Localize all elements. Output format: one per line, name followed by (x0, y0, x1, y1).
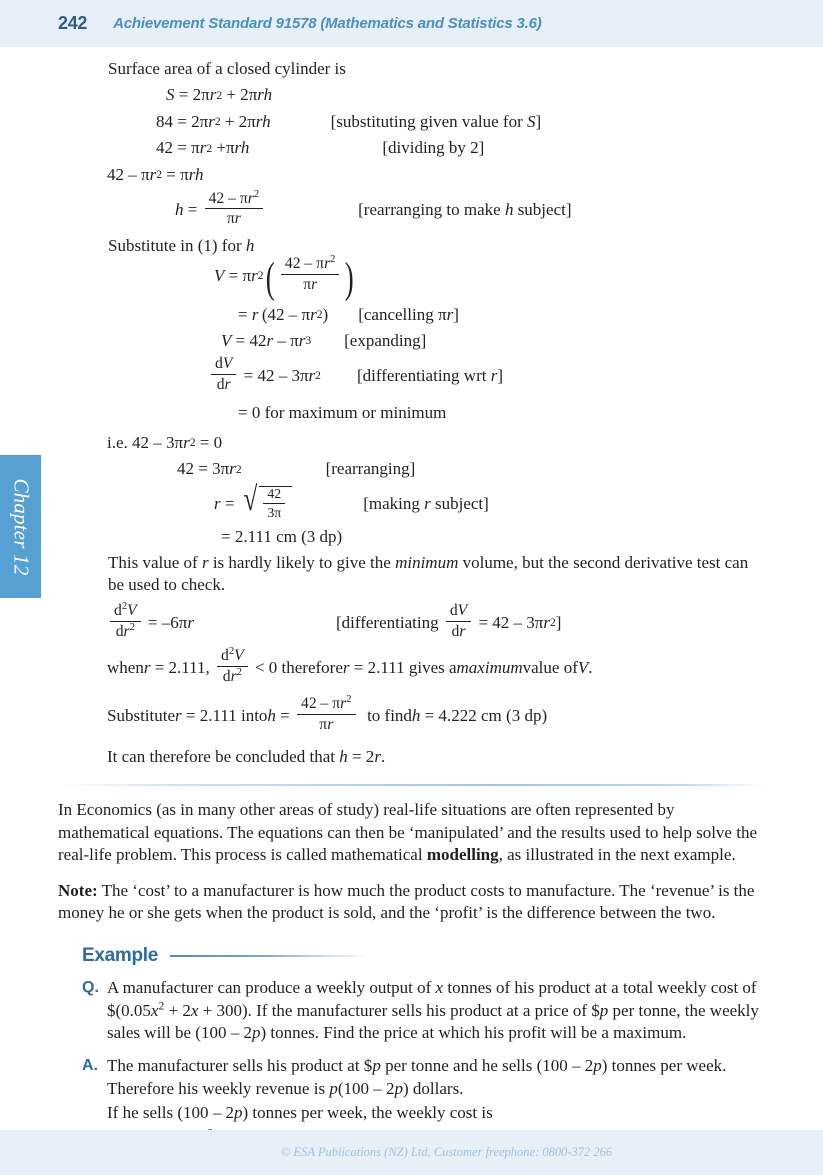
equation-expanded: V = 42 r – π r 3 [expanding] (108, 330, 753, 352)
note-expanding: [expanding] (344, 331, 427, 350)
conclusion-line: It can therefore be concluded that h = 2 r . (107, 746, 386, 766)
equation-r-value: = 2.111 cm (3 dp) (221, 527, 343, 547)
answer-line-1: The manufacturer sells his product at $p per tonne and he sells (100 – 2p) tonnes per week. Therefore his weekly revenue is p(100 – 2p) dollars. (107, 1055, 727, 1098)
body-text (58, 799, 761, 925)
note-differentiating-2: [differentiating $\frac{dV}{dr}$ = 42 – 3 π r 2 ] (335, 602, 562, 640)
equation-cancelled: = r (42 – π r 2 ) [cancelling πr] (108, 304, 753, 326)
fraction-d2V-dr2-inline: $\frac{d^2V}{dr^2}$ (217, 647, 248, 686)
note-rearranging-2: [rearranging] (325, 459, 416, 479)
question-exponent: 2 (158, 999, 165, 1013)
fraction-dV-dr: $\frac{dV}{dr}$ (211, 355, 236, 394)
section-divider (58, 784, 765, 786)
example-header (82, 945, 761, 967)
fraction-h-final: $\frac{42 - \pi r^2}{\pi r}$ (297, 695, 356, 734)
note-cancelling: [cancelling πr] (358, 304, 459, 324)
fraction-h: $\frac{42 - \pi r^2}{\pi r}$ (205, 190, 264, 229)
note-making-r-subject: [making r subject] (363, 493, 489, 513)
example-title: Example (82, 945, 159, 967)
equation-h-subject: h = $\frac{42 - \pi r^2}{\pi r}$ [rearranging to make h subject] (175, 188, 572, 228)
example-question (82, 977, 761, 1045)
equation-ie: i.e. 42 – 3 π r 2 = 0 (107, 432, 223, 452)
fraction-under-root: $\frac{42}{3\pi}$ (263, 486, 285, 521)
page-header (0, 0, 823, 47)
equation-when-r: when r = 2.111, $\frac{d^2V}{dr^2}$ < 0 therefore r = 2.111 gives a maximum value of V . (107, 645, 593, 685)
page-content (0, 47, 823, 1149)
question-text-c: + 2 (164, 1000, 191, 1020)
paragraph-economics-a: In Economics (as in many other areas of study) real-life situations are often represented by mathematical equations. The equations can then be ‘manipulated’ and the results used to help solve the real-life problem. This process is called mathematical (58, 800, 757, 865)
worked-solution (108, 58, 753, 768)
worked-intro: Surface area of a closed cylinder is (108, 59, 346, 78)
note-label: Note: (58, 880, 98, 900)
fraction-d2V-dr2: $\frac{d^2V}{dr^2}$ (110, 602, 141, 641)
fraction-volume: $\frac{42 - \pi r^2}{\pi r}$ (281, 255, 340, 294)
question-text-e: per tonne, the weekly sales will be (100 – 2 (107, 1000, 759, 1043)
equation-substitute-h: Substitute r = 2.111 into h = $\frac{42 - \pi r^2}{\pi r}$ to find h = 4.222 cm (3 dp) (107, 693, 548, 733)
note-rearranging-h: [rearranging to make h subject] (358, 200, 572, 220)
question-var-x2: x (150, 1000, 159, 1020)
equation-volume-substituted: V = π r 2 ( $\frac{42 - \pi r^2}{\pi r}$ ) (214, 253, 355, 302)
paragraph-economics-bold: modelling (426, 845, 499, 865)
answer-label: A. (82, 1056, 98, 1074)
equation-divide-by-2: 42 = π r 2 + π rh [dividing by 2] (108, 137, 753, 159)
second-derivative-intro: This value of r is hardly likely to give the minimum volume, but the second derivative test can be used to check. (108, 552, 749, 595)
paragraph-note (58, 880, 761, 925)
answer-line-2: If he sells (100 – 2p) tonnes per week, the weekly cost is (107, 1103, 493, 1123)
chapter-tab-label: Chapter 12 (9, 477, 33, 576)
question-var-x3: x (190, 1000, 199, 1020)
equation-second-derivative: $\frac{d^2V}{dr^2}$ = –6 π r [differentiating $\frac{dV}{dr}$ = 42 – 3 π r 2 ] (107, 604, 753, 643)
note-body: The ‘cost’ to a manufacturer is how much the product costs to manufacture. The ‘revenue’ is the money he or she gets when the product is sold, and the ‘profit’ is the difference between the two. (58, 880, 755, 923)
page-footer (0, 1130, 823, 1175)
question-text-d: + 300). If the manufacturer sells his product at a price of $ (198, 1000, 600, 1020)
question-var-x1: x (435, 978, 444, 998)
note-differentiating: [differentiating wrt r] (356, 365, 504, 385)
question-text-f: ) tonnes. Find the price at which his profit will be a maximum. (260, 1023, 687, 1043)
equation-rearranged-42: 42 = 3 π r 2 [rearranging] (108, 458, 753, 480)
equation-first-derivative: $\frac{dV}{dr}$ = 42 – 3 π r 2 [differentiating wrt r] (108, 356, 753, 395)
radical-sign: √ (243, 481, 258, 519)
equation-zero-condition: = 0 for maximum or minimum (238, 403, 447, 423)
question-var-p2: p (251, 1023, 261, 1043)
note-substituting: [substituting given value for S] (330, 111, 542, 131)
question-label: Q. (82, 979, 99, 997)
page-number: 242 (58, 13, 88, 33)
paragraph-economics-b: , as illustrated in the next example. (498, 845, 736, 865)
equation-rearrange-1: 42 – π r 2 = π rh (107, 164, 204, 184)
question-text (107, 977, 761, 1045)
substitute-intro: Substitute in (1) for h (108, 236, 255, 256)
equation-root: r = √ $\frac{42}{3\pi}$ [making r subject] (108, 486, 753, 523)
equation-substitute-84: 84 = 2 π r 2 + 2 π rh [substituting given value for S] (108, 111, 753, 133)
square-root (241, 481, 293, 523)
example-rule (170, 955, 370, 957)
question-var-p1: p (599, 1000, 609, 1020)
question-text-a: A manufacturer can produce a weekly output of (107, 978, 436, 998)
equation-surface-area: S = 2 π r 2 + 2 π rh (166, 85, 273, 105)
page-title: Achievement Standard 91578 (Mathematics and Statistics 3.6) (113, 15, 542, 32)
question-body (107, 977, 761, 1045)
paragraph-economics (58, 799, 761, 867)
question-text-b: tonnes of his product at a total weekly cost of $(0.05 (107, 978, 757, 1020)
fraction-dV-dr-inline: $\frac{dV}{dr}$ (446, 602, 471, 641)
note-dividing: [dividing by 2] (382, 138, 485, 158)
footer-copyright: © ESA Publications (NZ) Ltd, Customer freephone: 0800-372 266 (280, 1145, 613, 1159)
